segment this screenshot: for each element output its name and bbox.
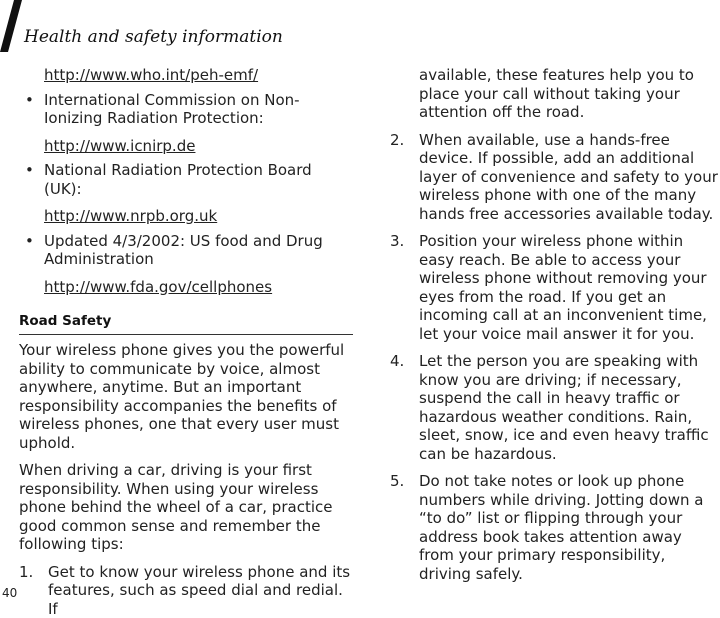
tip-text: When available, use a hands-free device. If possible, add an additional layer of convenience and safety to your wireless phone with one of the many hands free accessories available today.: [419, 131, 718, 223]
tip-item-3: [390, 232, 720, 343]
bullet-marker: •: [25, 161, 34, 180]
tip-number: 3.: [390, 232, 404, 251]
tip-number: 5.: [390, 472, 404, 491]
page-number: 40: [2, 586, 17, 600]
resource-item: [19, 161, 353, 198]
tip-text: Do not take notes or look up phone numbers while driving. Jotting down a “to do” list or flipping through your address book takes attention away from your primary responsibility, driving safely.: [419, 472, 703, 583]
right-column: [390, 66, 720, 583]
tip-text: Let the person you are speaking with know you are driving; if necessary, suspend the call in heavy traffic or hazardous weather conditions. Rain, sleet, snow, ice and even heavy traffic can be hazardous.: [419, 352, 709, 463]
resource-label: International Commission on Non-Ionizing Radiation Protection:: [44, 91, 300, 128]
who-link[interactable]: http://www.who.int/peh-emf/: [44, 66, 353, 85]
tip-number: 4.: [390, 352, 404, 371]
section-heading-road-safety: Road Safety: [19, 312, 353, 335]
bullet-marker: •: [25, 91, 34, 110]
tip-text: Get to know your wireless phone and its features, such as speed dial and redial. If: [48, 563, 350, 618]
tip-1-continued: available, these features help you to place your call without taking your attention off the road.: [419, 66, 720, 122]
tip-item-2: [390, 131, 720, 224]
paragraph: Your wireless phone gives you the powerful ability to communicate by voice, almost anywhere, anytime. But an important responsibility accompanies the benefits of wireless phones, one that every user must uphold.: [19, 341, 353, 452]
resource-item: [19, 91, 353, 128]
resource-label: Updated 4/3/2002: US food and Drug Administration: [44, 232, 323, 269]
bullet-marker: •: [25, 232, 34, 251]
resource-item: [19, 232, 353, 269]
tip-item-1: [19, 563, 353, 618]
nrpb-link[interactable]: http://www.nrpb.org.uk: [44, 207, 353, 226]
left-column: [19, 66, 353, 618]
header-title: Health and safety information: [24, 26, 283, 48]
tip-item-5: [390, 472, 720, 583]
tip-number: 2.: [390, 131, 404, 150]
tip-text: Position your wireless phone within easy reach. Be able to access your wireless phone without removing your eyes from the road. If you get an incoming call at an inconvenient time, let your voice mail answer it for you.: [419, 232, 707, 343]
icnirp-link[interactable]: http://www.icnirp.de: [44, 137, 353, 156]
tip-number: 1.: [19, 563, 33, 582]
paragraph: When driving a car, driving is your first responsibility. When using your wireless phone behind the wheel of a car, practice good common sense and remember the following tips:: [19, 461, 353, 554]
page-header: [0, 0, 720, 52]
resource-label: National Radiation Protection Board (UK):: [44, 161, 312, 198]
fda-link[interactable]: http://www.fda.gov/cellphones: [44, 278, 353, 297]
tip-item-4: [390, 352, 720, 463]
